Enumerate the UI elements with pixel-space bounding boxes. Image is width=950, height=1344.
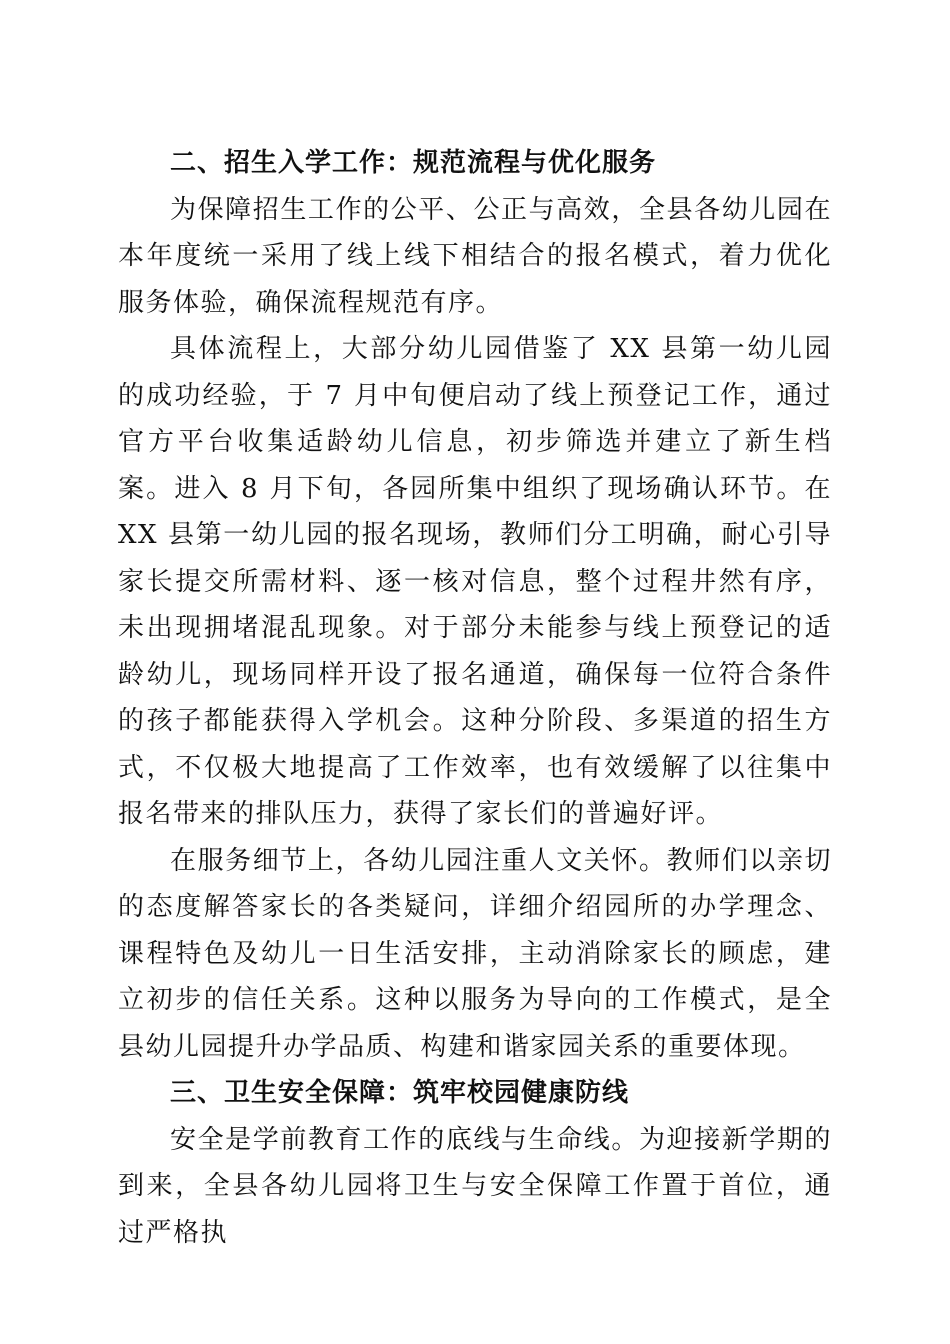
paragraph-enrollment-service: 在服务细节上，各幼儿园注重人文关怀。教师们以亲切的态度解答家长的各类疑问，详细介绍园所的办学理念、课程特色及幼儿一日生活安排，主动消除家长的顾虑，建立初步的信任关系。这种以服务为导向的工作模式，是全县幼儿园提升办学品质、构建和谐家园关系的重要体现。 (118, 845, 832, 1062)
paragraph-safety-intro: 安全是学前教育工作的底线与生命线。为迎接新学期的到来，全县各幼儿园将卫生与安全保障工作置于首位，通过严格执 (118, 1124, 832, 1248)
section-heading-enrollment: 二、招生入学工作：规范流程与优化服务 (170, 148, 657, 178)
section-heading-safety: 三、卫生安全保障：筑牢校园健康防线 (170, 1078, 630, 1108)
paragraph-enrollment-intro: 为保障招生工作的公平、公正与高效，全县各幼儿园在本年度统一采用了线上线下相结合的报名模式，着力优化服务体验，确保流程规范有序。 (118, 194, 832, 318)
document-body (118, 140, 832, 1256)
paragraph-enrollment-process: 具体流程上，大部分幼儿园借鉴了 XX 县第一幼儿园的成功经验，于 7 月中旬便启动了线上预登记工作，通过官方平台收集适龄幼儿信息，初步筛选并建立了新生档案。进入 8 月下旬，各园所集中组织了现场确认环节。在 XX 县第一幼儿园的报名现场，教师们分工明确，耐心引导家长提交所需材料、逐一核对信息，整个过程井然有序，未出现拥堵混乱现象。对于部分未能参与线上预登记的适龄幼儿，现场同样开设了报名通道，确保每一位符合条件的孩子都能获得入学机会。这种分阶段、多渠道的招生方式，不仅极大地提高了工作效率，也有效缓解了以往集中报名带来的排队压力，获得了家长们的普遍好评。 (118, 334, 832, 829)
